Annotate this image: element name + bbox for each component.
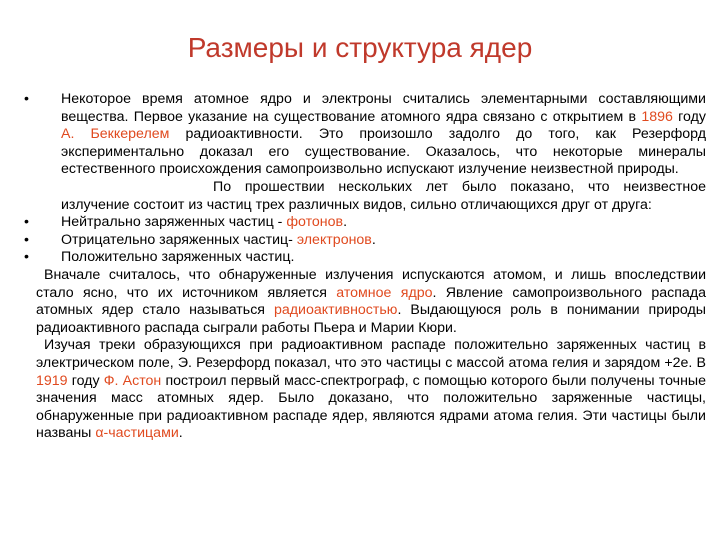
text-segment: году bbox=[672, 108, 706, 125]
slide-content bbox=[24, 91, 706, 443]
term-electrons: электронов bbox=[296, 231, 372, 248]
paragraph-nucleus bbox=[24, 267, 706, 337]
year-1919: 1919 bbox=[36, 372, 68, 389]
year-1896: 1896 bbox=[641, 108, 673, 125]
text-segment: Отрицательно заряженных частиц- bbox=[61, 231, 297, 248]
text-segment: . bbox=[178, 425, 183, 442]
name-aston: Ф. Астон bbox=[103, 372, 162, 389]
text-segment: . bbox=[371, 231, 376, 248]
term-photons: фотонов bbox=[286, 214, 344, 231]
bullet-item-photons bbox=[24, 214, 706, 232]
text-segment: радиоактивности. Это произошло задолго до того, как Резерфорд экспериментально доказал его существование. Оказалось, что некоторые минералы естественного происхождения самопроизвольно испускают излучение неизвестной природы. bbox=[61, 126, 707, 178]
text-segment: . Выдающуюся роль в понимании природы радиоактивного распада сыграли работы Пьера и Марии Кюри. bbox=[36, 302, 706, 336]
text-segment: году bbox=[67, 372, 104, 389]
bullet-item-electrons bbox=[24, 232, 706, 250]
text-segment: построил первый масс-спектрограф, с помощью которого были получены точные значения масс атомных ядер. Было доказано, что положительно заряженные частицы, обнаруженные при радиоактивном распаде ядер, являются ядрами атома гелия. Эти частицы были названы bbox=[36, 372, 706, 442]
text-segment: Вначале считалось, что обнаруженные излучения испускаются атомом, и лишь впоследствии стало ясно, что их источником является bbox=[36, 266, 706, 301]
name-becquerel: А. Беккерелем bbox=[61, 126, 170, 143]
bullet-item-intro bbox=[24, 91, 706, 214]
text-segment: Положительно заряженных частиц. bbox=[61, 249, 295, 266]
bullet-icon: • bbox=[24, 231, 29, 248]
text-segment: . Явление самопроизвольного распада атомных ядер стало называться bbox=[36, 284, 706, 319]
term-alpha-particles: α-частицами bbox=[95, 425, 179, 442]
bullet-item-positive bbox=[24, 249, 706, 267]
text-segment: . bbox=[343, 214, 348, 231]
term-radioactivity: радиоактивностью bbox=[273, 302, 398, 319]
paragraph-intro bbox=[61, 91, 706, 179]
bullet-icon: • bbox=[24, 91, 29, 107]
text-segment: Изучая треки образующихся при радиоактивном распаде положительно заряженных частиц в электрическом поле, Э. Резерфорд показал, что это частицы с массой атома гелия и зарядом +2е. В bbox=[36, 337, 706, 371]
text-segment: Нейтрально заряженных частиц - bbox=[61, 214, 287, 231]
term-atomic-nucleus: атомное ядро bbox=[336, 284, 433, 301]
text-segment: Некоторое время атомное ядро и электроны считались элементарными составляющими вещества. Первое указание на существование атомного ядра связано с открытием в bbox=[61, 91, 706, 125]
paragraph-radiation-types: По прошествии нескольких лет было показано, что неизвестное излучение состоит из частиц трех различных видов, сильно отличающихся друг от друга: bbox=[61, 178, 706, 213]
slide-title: Размеры и структура ядер bbox=[187, 32, 533, 63]
paragraph-rutherford bbox=[24, 337, 706, 443]
bullet-icon: • bbox=[24, 214, 29, 231]
bullet-icon: • bbox=[24, 249, 29, 266]
